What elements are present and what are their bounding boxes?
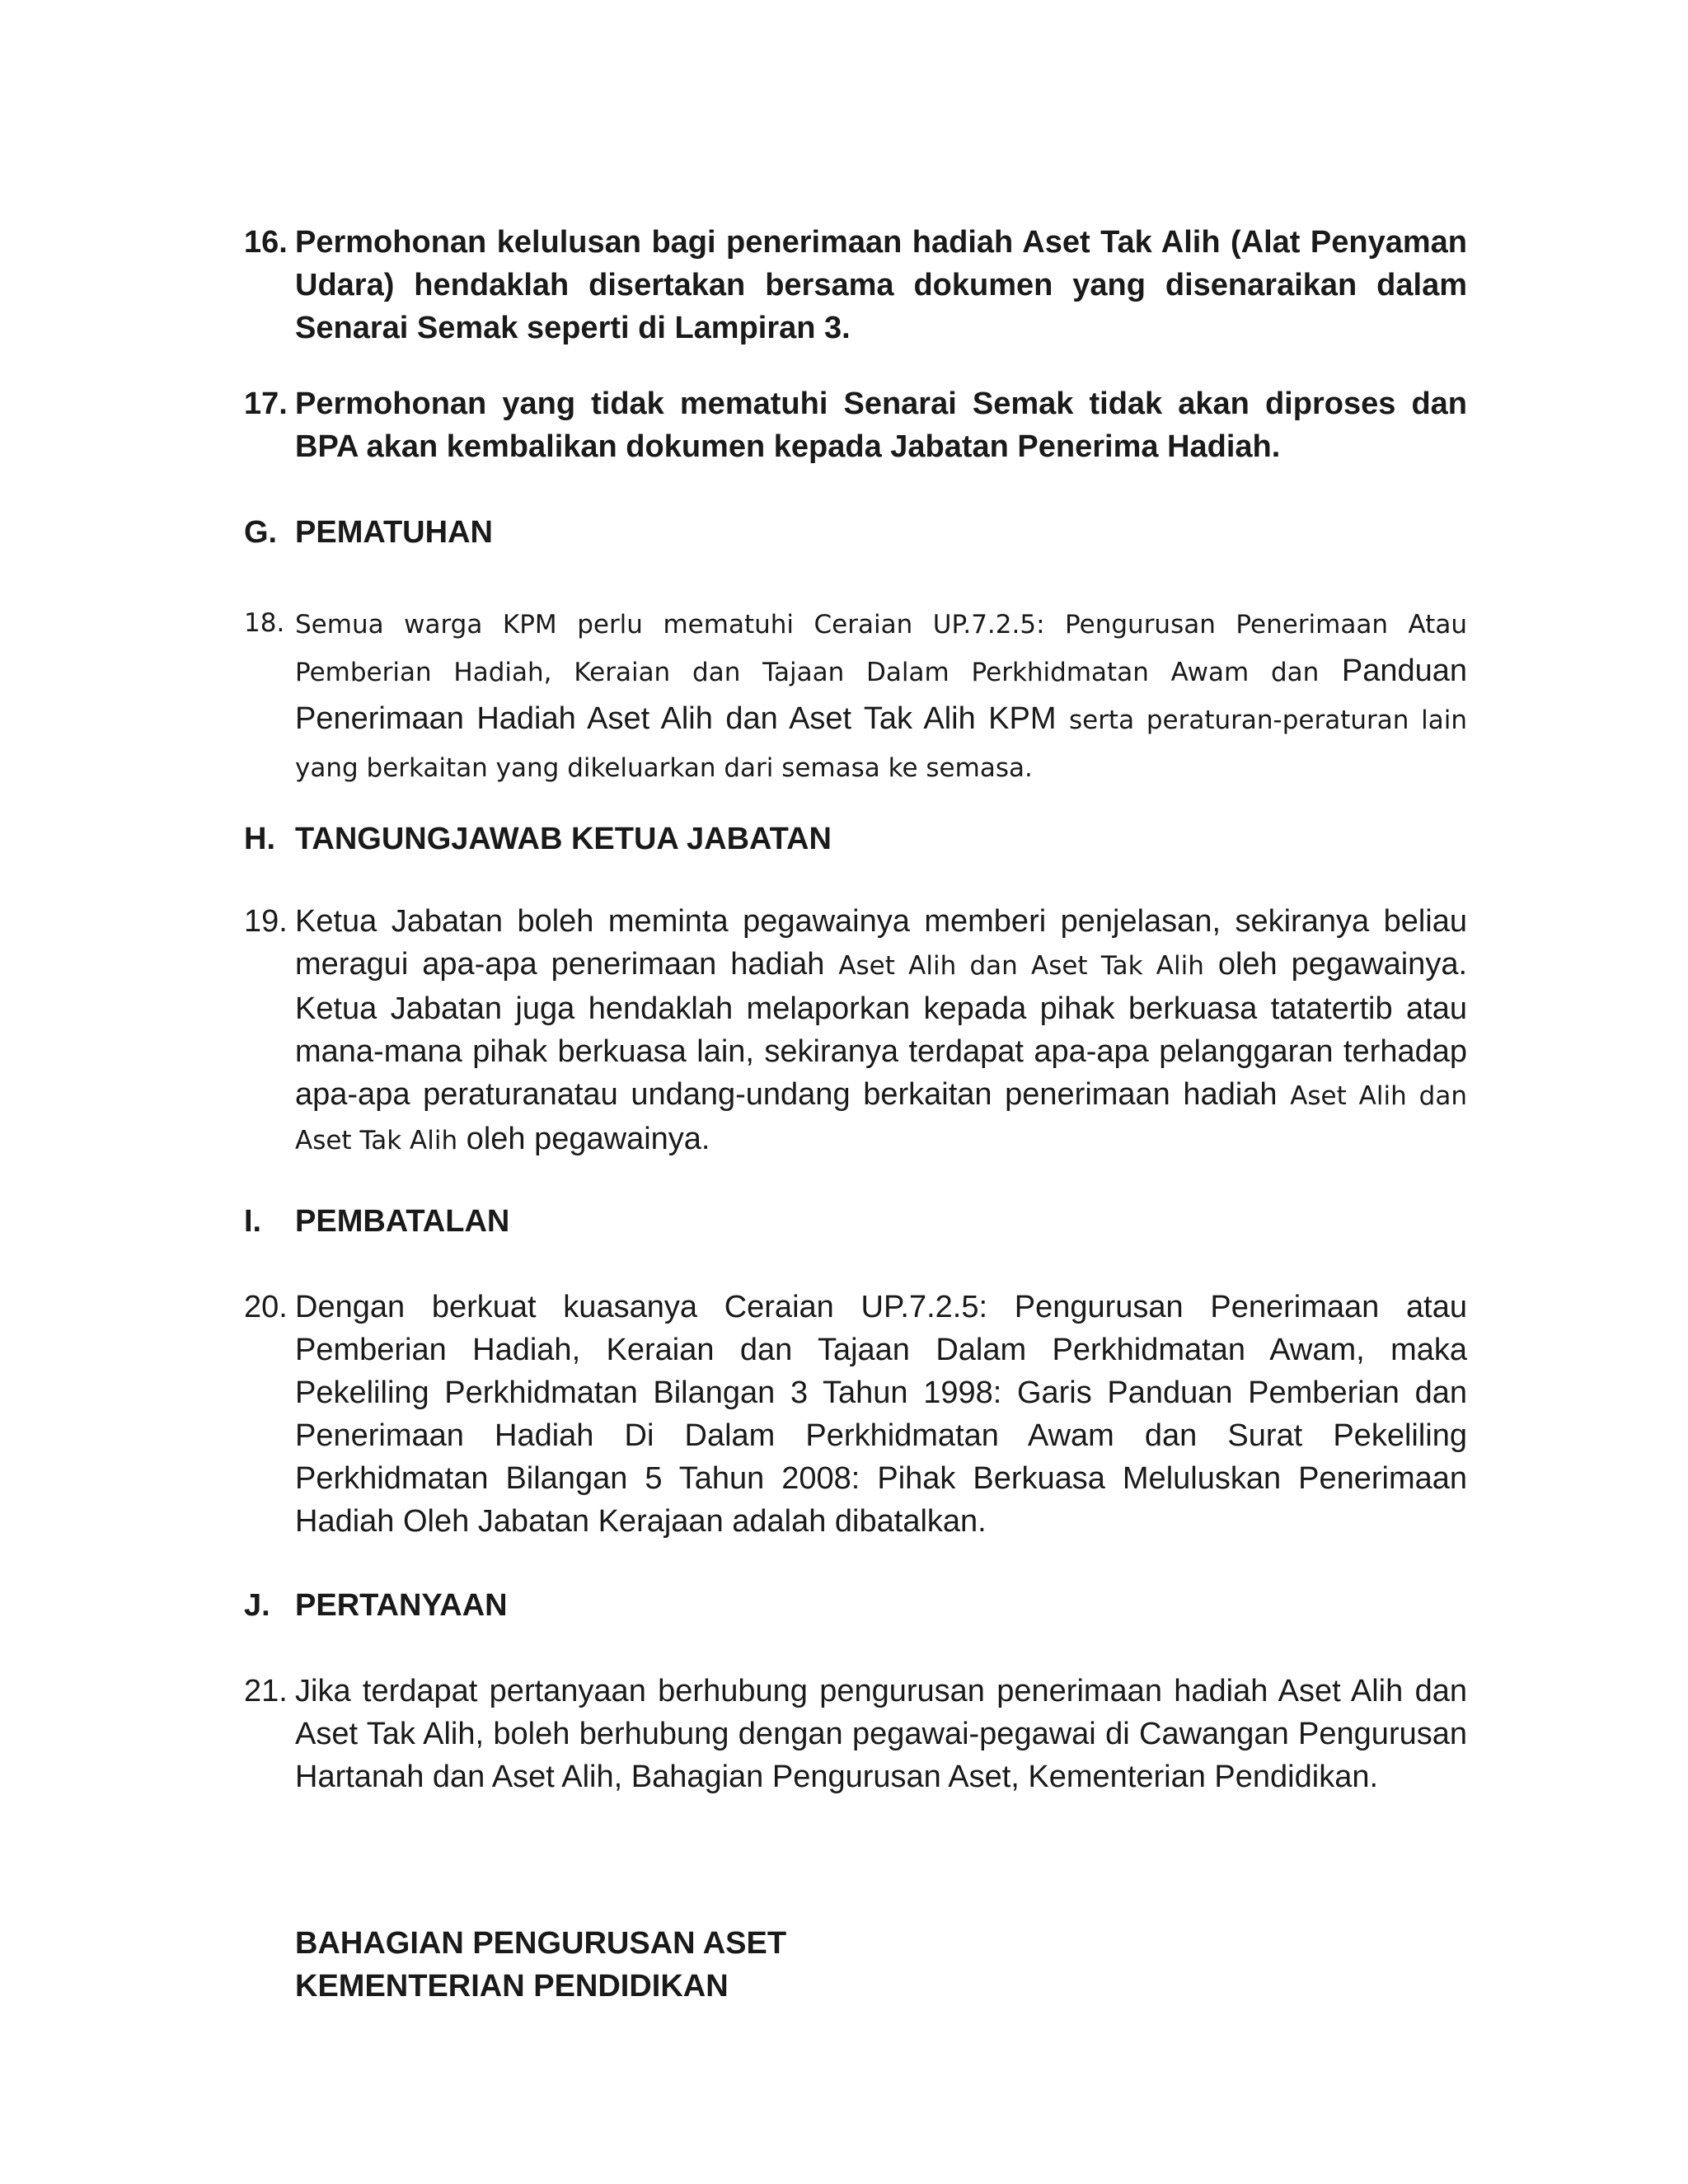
paragraph-number: 21. [244, 1674, 288, 1708]
text-segment: serta peraturan-peraturan lain yang berkaitan yang dikeluarkan dari semasa ke semasa. [295, 705, 1467, 783]
paragraph-text [295, 900, 1467, 1162]
section-letter: J. [244, 1588, 270, 1623]
section-heading-i [244, 1200, 509, 1243]
section-heading-j [244, 1584, 508, 1627]
text-segment: Panduan Penerimaan Hadiah Aset Alih dan Aset Tak Alih KPM [295, 654, 1467, 736]
text-segment: Aset Alih dan Aset Tak Alih [838, 951, 1204, 981]
paragraph-18 [244, 600, 1467, 791]
paragraph-text: Dengan berkuat kuasanya Ceraian UP.7.2.5: Pengurusan Penerimaan atau Pemberian Hadiah, Keraian dan Tajaan Dalam Perkhidmatan Awam, maka Pekeliling Perkhidmatan Bilangan 3 Tahun 1998: Garis Panduan Pemberian dan Penerimaan Hadiah Di Dalam Perkhidmatan Awam dan Surat Pekeliling Perkhidmatan Bilangan 5 Tahun 2008: Pihak Berkuasa Meluluskan Penerimaan Hadiah Oleh Jabatan Kerajaan adalah dibatalkan. [295, 1290, 1467, 1539]
paragraph-number: 18. [244, 608, 285, 638]
paragraph-20 [244, 1286, 1467, 1543]
section-title: TANGUNGJAWAB KETUA JABATAN [295, 822, 832, 856]
text-segment: Ketua Jabatan boleh meminta pegawainya memberi penjelasan, sekiranya beliau meragui apa-apa penerimaan hadiah [295, 904, 1467, 982]
section-title: PEMBATALAN [295, 1204, 510, 1239]
signature-block [295, 1922, 786, 2008]
text-segment: oleh pegawainya. [466, 1122, 710, 1156]
text-segment: Semua warga KPM perlu mematuhi Ceraian UP.7.2.5: Pengurusan Penerimaan Atau Pemberian Hadiah, Keraian dan Tajaan Dalam Perkhidmatan Awam dan [295, 610, 1467, 687]
paragraph-number: 16. [244, 225, 288, 260]
paragraph-19 [244, 900, 1467, 1162]
paragraph-number: 19. [244, 904, 288, 939]
paragraph-text: Permohonan kelulusan bagi penerimaan hadiah Aset Tak Alih (Alat Penyaman Udara) hendaklah disertakan bersama dokumen yang disenaraikan dalam Senarai Semak seperti di Lampiran 3. [295, 225, 1467, 345]
paragraph-text: Permohonan yang tidak mematuhi Senarai Semak tidak akan diproses dan BPA akan kembalikan dokumen kepada Jabatan Penerima Hadiah. [295, 387, 1467, 464]
paragraph-text: Jika terdapat pertanyaan berhubung pengurusan penerimaan hadiah Aset Alih dan Aset Tak Alih, boleh berhubung dengan pegawai-pegawai di Cawangan Pengurusan Hartanah dan Aset Alih, Bahagian Pengurusan Aset, Kementerian Pendidikan. [295, 1674, 1467, 1794]
section-letter: H. [244, 822, 275, 856]
section-title: PERTANYAAN [295, 1588, 508, 1623]
section-heading-g [244, 511, 493, 554]
paragraph-number: 20. [244, 1290, 288, 1324]
section-letter: I. [244, 1204, 262, 1239]
paragraph-17 [244, 382, 1467, 468]
section-title: PEMATUHAN [295, 515, 493, 550]
paragraph-21 [244, 1670, 1467, 1798]
signature-line-1: BAHAGIAN PENGURUSAN ASET [295, 1926, 787, 1961]
section-heading-h [244, 818, 832, 860]
section-letter: G. [244, 515, 278, 550]
paragraph-16 [244, 221, 1467, 349]
signature-line-2: KEMENTERIAN PENDIDIKAN [295, 1969, 729, 2004]
text-segment: oleh pegawainya. Ketua Jabatan juga hendaklah melaporkan kepada pihak berkuasa tatatertib atau mana-mana pihak berkuasa lain, sekiranya terdapat apa-apa pelanggaran terhadap apa-apa peraturanatau undang-undang berkaitan penerimaan hadiah [295, 947, 1468, 1112]
paragraph-text [295, 600, 1467, 791]
paragraph-number: 17. [244, 387, 288, 421]
text-segment: Aset Alih dan Aset Tak Alih [295, 1081, 1467, 1155]
